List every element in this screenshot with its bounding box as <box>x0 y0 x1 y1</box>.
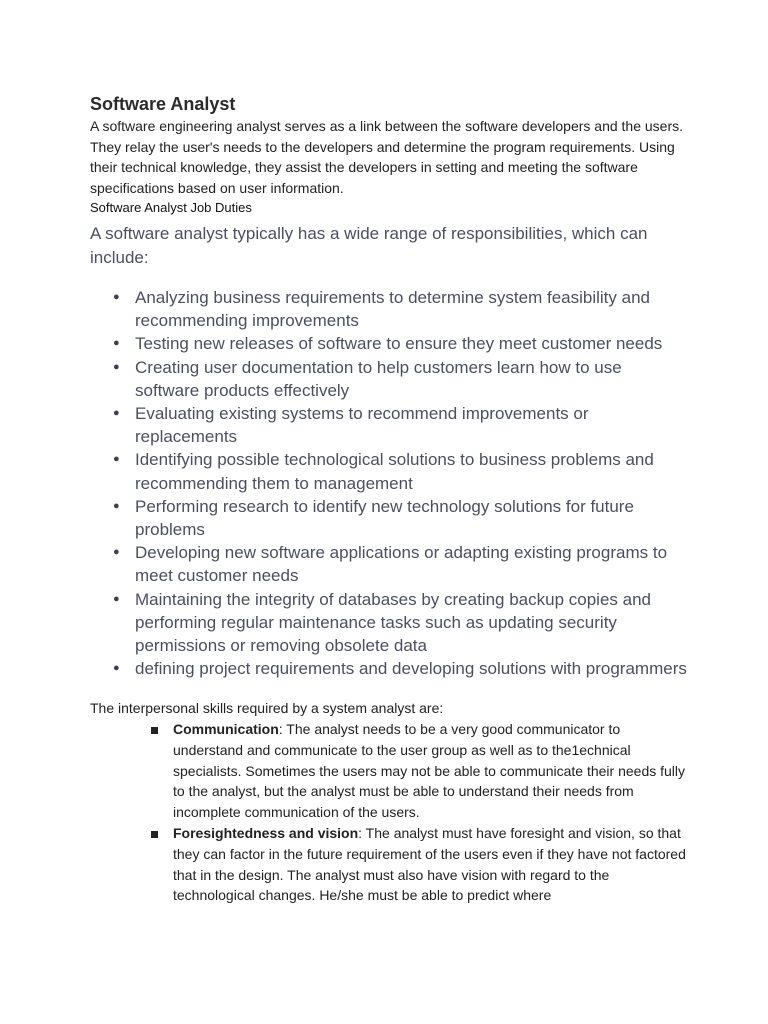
list-item <box>90 356 690 402</box>
list-item <box>90 719 690 823</box>
page-title: Software Analyst <box>90 94 236 114</box>
duty-text: Developing new software applications or adapting existing programs to meet customer needs <box>135 543 668 586</box>
list-item <box>90 588 690 658</box>
bullet-icon: ● <box>113 291 120 303</box>
bullet-icon: ● <box>113 662 120 675</box>
list-item <box>90 657 690 680</box>
skill-description: : The analyst needs to be a very good communicator to understand and communicate to the user group as well as to the1echnical specialists. Sometimes the users may not be able to communicate their needs fully to the analyst, but the analyst must be able to understand their needs from incomplete communication of the users. <box>173 720 686 821</box>
duties-heading: Software Analyst Job Duties <box>90 200 252 215</box>
skills-intro: The interpersonal skills required by a system analyst are: <box>90 700 444 717</box>
duty-text: Creating user documentation to help customers learn how to use software products effectively <box>135 357 622 400</box>
list-item <box>90 495 690 541</box>
square-bullet-icon <box>151 831 158 838</box>
skill-name: Foresightedness and vision <box>173 824 359 841</box>
skill-description: : The analyst must have foresight and vision, so that they can factor in the future requirement of the users even if they have not factored that in the design. The analyst must also have vision with regard to the technological changes. He/she must be able to predict where <box>173 824 686 904</box>
duty-text: Performing research to identify new technology solutions for future problems <box>135 496 634 540</box>
bullet-icon: ● <box>113 592 120 605</box>
duties-lead: A software analyst typically has a wide range of responsibilities, which can include: <box>90 224 648 267</box>
list-item <box>90 823 690 906</box>
bullet-icon: ● <box>113 499 120 512</box>
bullet-icon: ● <box>113 546 120 559</box>
duty-text: Identifying possible technological solutions to business problems and recommending them to management <box>135 450 654 493</box>
duty-text: Maintaining the integrity of databases by creating backup copies and performing regular maintenance tasks such as updating security permissions or removing obsolete data <box>135 589 651 656</box>
duty-text: Evaluating existing systems to recommend improvements or replacements <box>135 404 589 447</box>
list-item <box>90 402 690 448</box>
document-page <box>90 92 690 906</box>
duties-list <box>90 286 690 680</box>
duty-text: Analyzing business requirements to determine system feasibility and recommending improvements <box>135 288 650 331</box>
list-item <box>90 448 690 494</box>
skill-name: Communication <box>173 720 279 737</box>
bullet-icon: ● <box>113 407 120 420</box>
duty-text: Testing new releases of software to ensure they meet customer needs <box>135 334 663 354</box>
bullet-icon: ● <box>113 360 120 373</box>
skills-list <box>90 719 690 906</box>
list-item <box>90 332 690 355</box>
bullet-icon: ● <box>113 337 120 350</box>
bullet-icon: ● <box>113 453 120 466</box>
square-bullet-icon <box>151 727 158 734</box>
duty-text: defining project requirements and developing solutions with programmers <box>135 659 687 679</box>
list-item <box>90 286 690 332</box>
intro-paragraph: A software engineering analyst serves as a link between the software developers and the users. They relay the user's needs to the developers and determine the program requirements. Using their technical knowledge, they assist the developers in setting and meeting the software specifications based on user information. <box>90 118 684 196</box>
list-item <box>90 541 690 587</box>
